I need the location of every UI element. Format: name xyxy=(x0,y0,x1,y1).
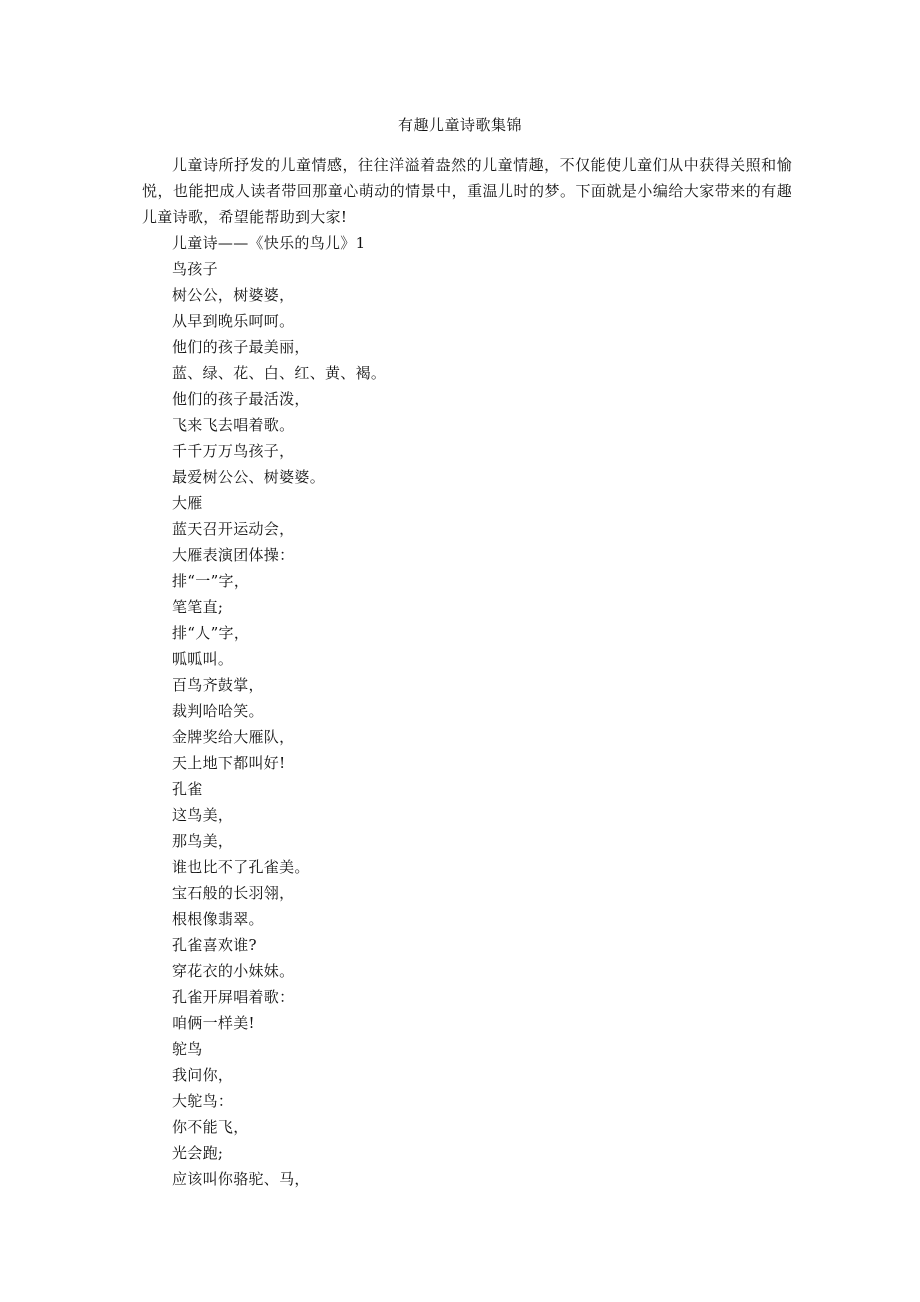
poem-line: 排“人”字， xyxy=(172,624,250,642)
poem-line: 你不能飞， xyxy=(172,1118,249,1136)
poem-line: 天上地下都叫好! xyxy=(172,754,286,772)
poem-line: 宝石般的长羽翎， xyxy=(172,884,295,902)
poem-line: 裁判哈哈笑。 xyxy=(172,702,264,720)
poem-line: 穿花衣的小妹妹。 xyxy=(172,962,295,980)
section-heading: 儿童诗——《快乐的鸟儿》1 xyxy=(172,234,366,252)
poem-line: 根根像翡翠。 xyxy=(172,910,264,928)
poem-line: 光会跑; xyxy=(172,1144,224,1162)
poem-line: 孔雀喜欢谁? xyxy=(172,936,257,954)
poem-line: 谁也比不了孔雀美。 xyxy=(172,858,310,876)
poem-line: 我问你， xyxy=(172,1066,234,1084)
poem-line: 大雁 xyxy=(172,494,203,512)
poem-line: 蓝天召开运动会， xyxy=(172,520,295,538)
poem-line: 他们的孩子最活泼， xyxy=(172,390,310,408)
poem-line: 咱俩一样美! xyxy=(172,1014,255,1032)
poem-line: 蓝、绿、花、白、红、黄、褐。 xyxy=(172,364,387,382)
poem-line: 飞来飞去唱着歌。 xyxy=(172,416,295,434)
poem-line: 百鸟齐鼓掌， xyxy=(172,676,264,694)
poem-line: 鸵鸟 xyxy=(172,1040,203,1058)
document-title: 有趣儿童诗歌集锦 xyxy=(397,116,522,134)
poem-line: 鸟孩子 xyxy=(172,260,218,278)
poem-line: 千千万万鸟孩子， xyxy=(172,442,295,460)
poem-line: 孔雀 xyxy=(172,780,203,798)
poem-line: 排“一”字， xyxy=(172,572,250,590)
poem-lines xyxy=(172,230,792,1192)
poem-line: 大雁表演团体操： xyxy=(172,546,295,564)
poem-line: 他们的孩子最美丽， xyxy=(172,338,310,356)
poem-line: 应该叫你骆驼、马， xyxy=(172,1170,310,1188)
poem-line: 树公公，树婆婆， xyxy=(172,286,295,304)
poem-line: 从早到晚乐呵呵。 xyxy=(172,312,295,330)
poem-line: 金牌奖给大雁队， xyxy=(172,728,295,746)
poem-line: 呱呱叫。 xyxy=(172,650,234,668)
poem-line: 孔雀开屏唱着歌： xyxy=(172,988,295,1006)
poem-line: 最爱树公公、树婆婆。 xyxy=(172,468,326,486)
poem-line: 那鸟美， xyxy=(172,832,234,850)
poem-line: 大鸵鸟： xyxy=(172,1092,234,1110)
poem-line: 这鸟美， xyxy=(172,806,234,824)
intro-paragraph: 儿童诗所抒发的儿童情感，往往洋溢着盎然的儿童情趣，不仅能使儿童们从中获得关照和愉悦，也能把成人读者带回那童心萌动的情景中，重温儿时的梦。下面就是小编给大家带来的有趣儿童诗歌，希望能帮助到大家! xyxy=(142,156,792,226)
poem-line: 笔笔直; xyxy=(172,598,224,616)
